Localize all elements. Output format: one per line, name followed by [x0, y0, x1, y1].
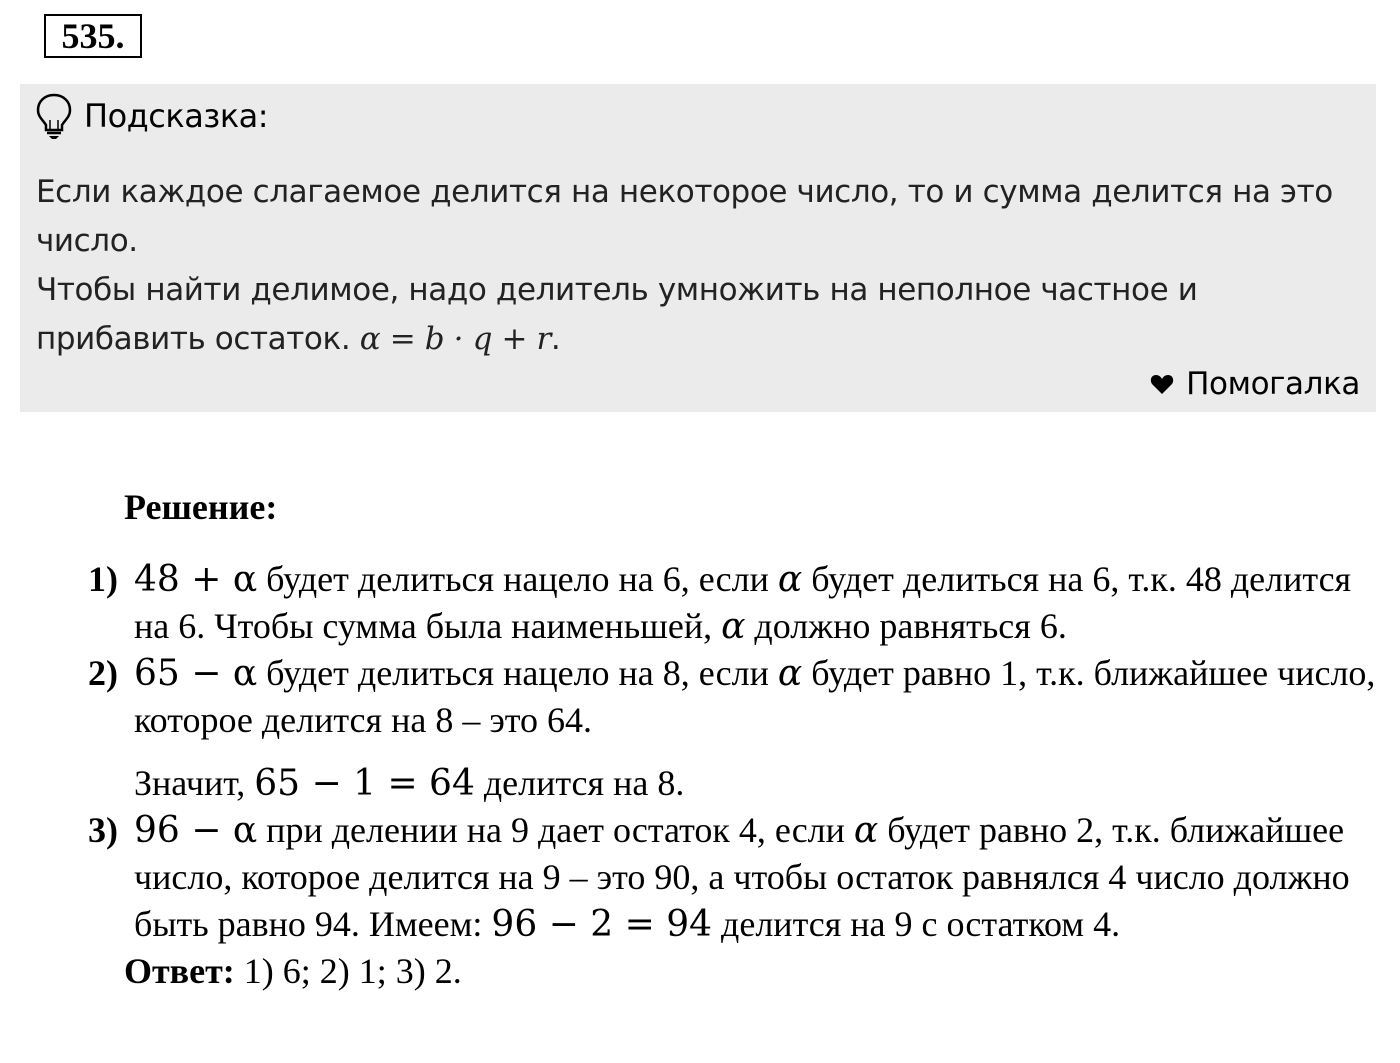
hint-line-1: Если каждое слагаемое делится на некоторое число, то и сумма делится на это число. [36, 174, 1333, 259]
step-2-conclusion: Значит, 65 − 1 = 64 делится на 8. [134, 763, 685, 804]
hint-title: Подсказка: [84, 97, 269, 135]
answer-label: Ответ: [124, 951, 235, 991]
answer-text: 1) 6; 2) 1; 3) 2. [234, 951, 462, 991]
hint-box [20, 84, 1376, 412]
hint-line-2: Чтобы найти делимое, надо делитель умножить на неполное частное и прибавить остаток. α = b · q + r. [36, 272, 1198, 357]
lightbulb-icon [34, 92, 74, 140]
conclusion-expression: 65 − 1 = 64 [254, 763, 475, 804]
hint-formula: α = b · q + r [359, 321, 551, 357]
step-2: 2) 65 − α будет делиться нацело на 8, если α будет равно 1, т.к. ближайшее число, которое делится на 8 – это 64. [88, 650, 1378, 744]
step-number: 2) [88, 653, 118, 693]
step-expression: 65 − α [134, 653, 258, 694]
step-3: 3) 96 − α при делении на 9 дает остаток 4, если α будет равно 2, т.к. ближайшее число, которое делится на 9 – это 90, а чтобы остаток равнялся 4 число должно быть равно 94. Имеем: 96 − 2 = 94 делится на 9 с остатком 4. [88, 807, 1378, 948]
hint-text [36, 168, 1356, 364]
hint-header [34, 92, 268, 140]
variable-alpha: α [777, 559, 803, 600]
variable-alpha: α [777, 653, 803, 694]
heart-icon [1150, 373, 1174, 395]
variable-alpha: α [721, 606, 746, 647]
step-expression-2: 96 − 2 = 94 [491, 904, 713, 945]
hint-footer [1150, 362, 1360, 406]
solution-title: Решение: [124, 487, 278, 527]
step-expression: 96 − α [134, 810, 258, 851]
problem-number: 535. [44, 14, 142, 58]
solution-body [88, 556, 1378, 995]
step-number: 3) [88, 810, 118, 850]
step-number: 1) [88, 559, 118, 599]
helper-label: Помогалка [1186, 366, 1360, 402]
variable-alpha: α [853, 810, 879, 851]
step-expression: 48 + α [134, 559, 258, 600]
answer [124, 948, 1378, 995]
step-1: 1) 48 + α будет делиться нацело на 6, если α будет делиться на 6, т.к. 48 делится на 6. Чтобы сумма была наименьшей, α должно равняться 6. [88, 556, 1378, 650]
